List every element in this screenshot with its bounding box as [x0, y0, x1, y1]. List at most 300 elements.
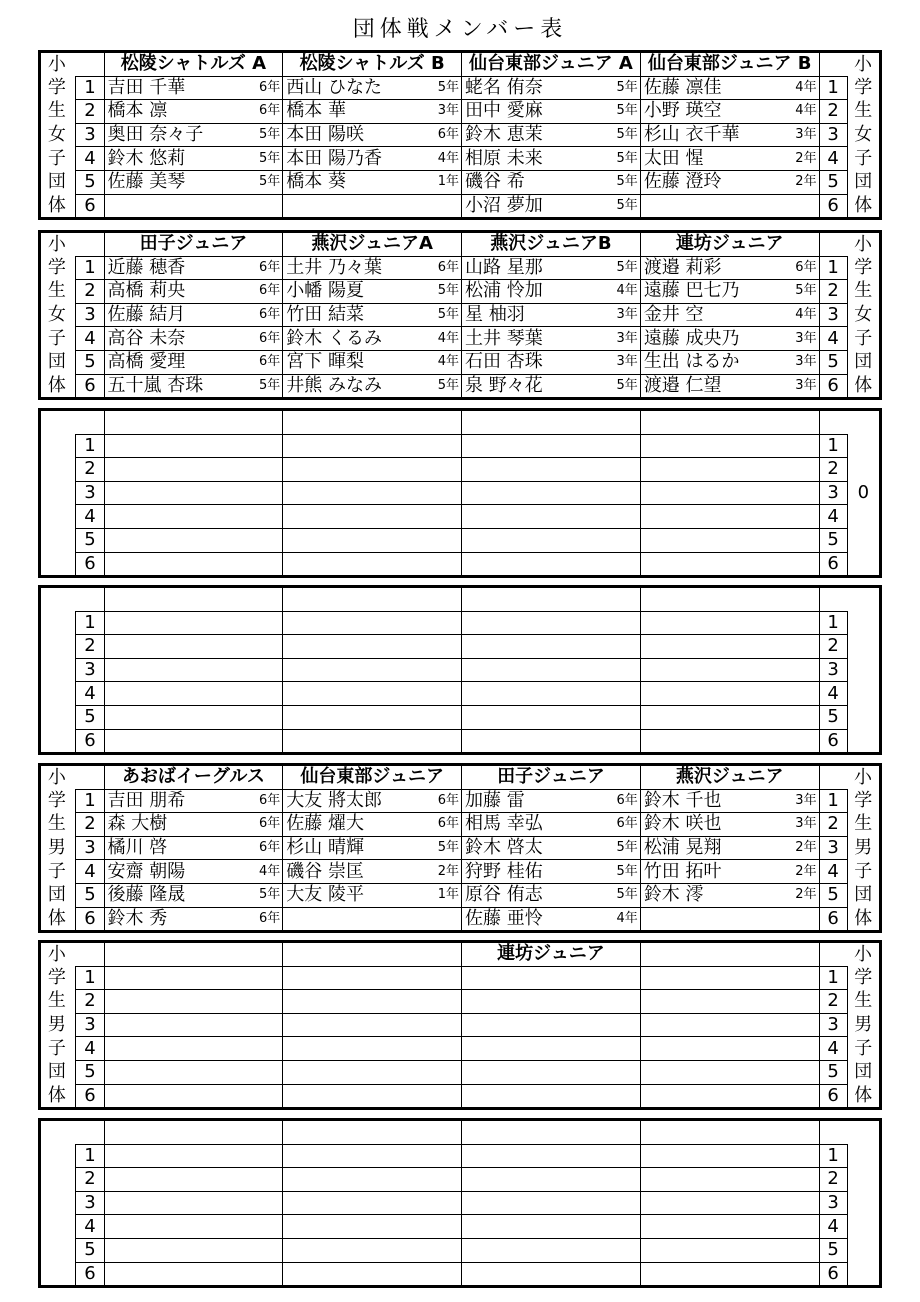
side-label-left [40, 434, 73, 458]
player-cell [462, 990, 641, 1014]
player-grade: 2年 [795, 863, 817, 879]
row-number: 3 [76, 303, 104, 327]
player-name: 高橋 愛理 [107, 351, 186, 373]
side-label-right: 体 [854, 194, 873, 216]
player-cell [283, 1084, 462, 1109]
side-label-right: 体 [854, 1084, 873, 1106]
player-cell [283, 611, 462, 635]
player-name: 佐藤 亜怜 [465, 907, 543, 929]
side-label-left: 学 [47, 966, 66, 988]
player-grade: 6年 [259, 840, 281, 856]
player-cell [283, 374, 462, 399]
player-grade: 3年 [437, 103, 460, 119]
row-number: 2 [76, 1168, 104, 1192]
roster-block [38, 50, 882, 220]
table-row [40, 705, 881, 729]
row-number: 4 [76, 505, 104, 529]
row-number: 5 [819, 1060, 847, 1084]
row-number: 1 [76, 789, 104, 813]
row-number: 6 [76, 729, 104, 754]
side-label-left [40, 528, 73, 552]
player-grade: 5年 [616, 887, 638, 903]
player-name: 山路 星那 [465, 256, 543, 278]
player-cell [462, 350, 641, 374]
row-number: 2 [76, 100, 104, 124]
team-name [104, 410, 283, 435]
player-name: 泉 野々花 [465, 374, 543, 396]
player-cell [283, 1215, 462, 1239]
row-number: 1 [819, 789, 847, 813]
player-entry [105, 861, 283, 883]
player-cell [104, 1168, 283, 1192]
player-cell [640, 635, 819, 659]
player-cell [640, 280, 819, 304]
player-cell [640, 1238, 819, 1262]
side-label-right: 学 [854, 966, 873, 988]
table-row [40, 860, 881, 884]
side-label-right: 女 [854, 124, 873, 146]
team-name [640, 587, 819, 612]
row-number: 3 [819, 1013, 847, 1037]
player-cell [283, 170, 462, 194]
player-name: 田中 愛麻 [465, 100, 543, 122]
player-entry [105, 100, 283, 122]
player-cell [640, 76, 819, 100]
player-grade: 5年 [616, 150, 638, 166]
player-grade: 5年 [616, 840, 638, 856]
player-name: 渡邉 仁望 [643, 374, 722, 396]
row-number: 1 [76, 611, 104, 635]
player-grade: 3年 [616, 354, 638, 370]
team-name: あおばイーグルス [104, 765, 283, 790]
player-cell [104, 1060, 283, 1084]
player-entry [105, 257, 283, 279]
side-label-right: 子 [854, 1037, 873, 1059]
row-number: 4 [76, 860, 104, 884]
player-cell [104, 1037, 283, 1061]
player-cell [640, 100, 819, 124]
row-number: 5 [819, 528, 847, 552]
player-name: 土井 琴葉 [465, 327, 543, 349]
side-label-right [847, 1215, 880, 1239]
player-entry [641, 77, 819, 99]
player-entry [641, 148, 819, 170]
player-grade: 6年 [259, 283, 281, 299]
side-label-right: 団 [854, 884, 873, 906]
player-cell [104, 966, 283, 990]
player-cell [104, 327, 283, 351]
player-cell [640, 1037, 819, 1061]
player-grade: 5年 [616, 103, 638, 119]
row-number: 5 [819, 883, 847, 907]
player-cell [283, 789, 462, 813]
row-number: 2 [76, 813, 104, 837]
player-cell [104, 682, 283, 706]
player-cell [640, 194, 819, 219]
table-row [40, 966, 881, 990]
player-name: 小幡 陽夏 [286, 280, 365, 302]
number-header [819, 232, 847, 257]
side-label-left [40, 1120, 73, 1145]
player-entry [641, 351, 819, 373]
player-cell [462, 860, 641, 884]
side-label-left [40, 505, 73, 529]
row-number: 4 [76, 147, 104, 171]
row-number: 3 [819, 123, 847, 147]
table-row [40, 789, 881, 813]
row-number: 4 [76, 1037, 104, 1061]
player-cell [104, 860, 283, 884]
team-name [104, 1120, 283, 1145]
player-cell [640, 481, 819, 505]
team-name [640, 1120, 819, 1145]
table-row [40, 635, 881, 659]
player-entry [105, 790, 283, 812]
player-cell [283, 528, 462, 552]
row-number: 2 [76, 458, 104, 482]
player-name: 生出 はるか [643, 351, 740, 373]
player-cell [283, 280, 462, 304]
team-name: 燕沢ジュニアB [462, 232, 641, 257]
side-label-right: 女 [854, 304, 873, 326]
player-grade: 4年 [616, 910, 638, 926]
player-cell [640, 658, 819, 682]
team-name [283, 587, 462, 612]
side-label-right: 0 [857, 482, 870, 504]
row-number: 4 [819, 682, 847, 706]
side-label-right: 学 [854, 256, 873, 278]
number-header [819, 587, 847, 612]
player-cell [104, 1191, 283, 1215]
player-name: 原谷 侑志 [465, 884, 543, 906]
table-row [40, 813, 881, 837]
row-number: 6 [76, 1084, 104, 1109]
player-entry [462, 790, 640, 812]
player-name: 鈴木 悠莉 [107, 147, 186, 169]
side-label-left: 女 [47, 304, 66, 326]
player-name: 佐藤 結月 [107, 304, 186, 326]
player-grade: 3年 [795, 330, 817, 346]
player-entry [462, 861, 640, 883]
side-label-left: 子 [47, 327, 66, 349]
player-cell [104, 170, 283, 194]
player-cell [283, 635, 462, 659]
player-name: 鈴木 恵茉 [465, 124, 543, 146]
team-name: 連坊ジュニア [462, 942, 641, 967]
player-entry [105, 837, 283, 859]
player-grade: 1年 [437, 887, 460, 903]
player-cell [104, 194, 283, 219]
player-cell [640, 256, 819, 280]
player-cell [104, 1262, 283, 1287]
player-entry [462, 195, 640, 217]
player-grade: 5年 [616, 377, 638, 393]
row-number: 4 [76, 1215, 104, 1239]
player-name: 佐藤 澄玲 [643, 171, 722, 193]
player-entry [283, 257, 461, 279]
player-entry [283, 124, 461, 146]
player-cell [640, 374, 819, 399]
player-entry [105, 171, 283, 193]
player-cell [104, 1238, 283, 1262]
player-cell [462, 611, 641, 635]
player-grade: 5年 [437, 377, 460, 393]
player-grade: 5年 [259, 174, 281, 190]
side-label-left [40, 481, 73, 505]
side-label-left: 団 [47, 171, 66, 193]
player-grade: 6年 [795, 259, 817, 275]
side-label-right [847, 1262, 880, 1287]
player-entry [641, 884, 819, 906]
player-cell [462, 505, 641, 529]
player-cell [104, 813, 283, 837]
side-label-left: 男 [47, 837, 66, 859]
table-row [40, 1144, 881, 1168]
player-name: 森 大樹 [107, 813, 168, 835]
player-name: 五十嵐 杏珠 [107, 374, 204, 396]
team-name: 田子ジュニア [104, 232, 283, 257]
player-grade: 3年 [795, 127, 817, 143]
player-cell [462, 170, 641, 194]
number-header [76, 52, 104, 77]
player-grade: 6年 [616, 792, 638, 808]
player-cell [283, 458, 462, 482]
player-name: 大友 將太郎 [286, 789, 383, 811]
player-name: 鈴木 くるみ [286, 327, 383, 349]
row-number: 1 [819, 966, 847, 990]
row-number: 6 [819, 729, 847, 754]
row-number: 5 [76, 170, 104, 194]
row-number: 3 [76, 1191, 104, 1215]
side-label-left [40, 458, 73, 482]
player-entry [641, 328, 819, 350]
player-entry [283, 884, 461, 906]
player-cell [462, 303, 641, 327]
player-cell [462, 147, 641, 171]
side-label-right: 体 [854, 374, 873, 396]
number-header [76, 410, 104, 435]
table-row [40, 1013, 881, 1037]
player-cell [640, 729, 819, 754]
player-cell [640, 458, 819, 482]
side-label-left: 団 [47, 351, 66, 373]
row-number: 4 [819, 147, 847, 171]
player-name: 大友 陵平 [286, 884, 365, 906]
player-name: 石田 杏珠 [465, 351, 543, 373]
player-entry [641, 124, 819, 146]
player-cell [640, 813, 819, 837]
row-number: 6 [819, 907, 847, 932]
player-cell [462, 552, 641, 577]
team-name: 松陵シャトルズ A [104, 52, 283, 77]
player-name: 吉田 千華 [107, 76, 186, 98]
row-number: 2 [76, 635, 104, 659]
row-number: 5 [76, 883, 104, 907]
table-row [40, 1215, 881, 1239]
table-row [40, 836, 881, 860]
player-name: 佐藤 美琴 [107, 171, 186, 193]
player-grade: 3年 [616, 330, 638, 346]
side-label-left [40, 587, 73, 612]
row-number: 6 [76, 552, 104, 577]
player-cell [462, 528, 641, 552]
player-cell [104, 434, 283, 458]
player-name: 金井 空 [643, 304, 704, 326]
player-grade: 4年 [795, 103, 817, 119]
player-cell [283, 966, 462, 990]
player-entry [462, 77, 640, 99]
row-number: 4 [76, 682, 104, 706]
player-entry [462, 171, 640, 193]
table-row [40, 434, 881, 458]
side-label-left: 子 [47, 147, 66, 169]
player-cell [462, 76, 641, 100]
row-number: 6 [76, 907, 104, 932]
player-name: 後藤 隆晟 [107, 884, 186, 906]
player-name: 本田 陽咲 [286, 124, 365, 146]
row-number: 4 [819, 1215, 847, 1239]
player-name: 鈴木 秀 [107, 907, 168, 929]
player-cell [640, 1144, 819, 1168]
page-title: 団体戦メンバー表 [352, 17, 568, 42]
player-cell [462, 813, 641, 837]
table-row [40, 528, 881, 552]
player-cell [283, 350, 462, 374]
player-cell [283, 1168, 462, 1192]
table-row [40, 100, 881, 124]
player-name: 遠藤 巴七乃 [643, 280, 740, 302]
player-grade: 6年 [259, 307, 281, 323]
row-number: 1 [819, 76, 847, 100]
row-number: 2 [819, 458, 847, 482]
player-cell [640, 170, 819, 194]
player-cell [640, 303, 819, 327]
player-entry [105, 280, 283, 302]
side-label-right: 小 [854, 53, 873, 75]
player-grade: 4年 [795, 307, 817, 323]
side-label-left: 学 [47, 76, 66, 98]
player-grade: 5年 [795, 283, 817, 299]
side-label-left: 子 [47, 1037, 66, 1059]
team-name: 田子ジュニア [462, 765, 641, 790]
player-grade: 3年 [795, 792, 817, 808]
row-number: 5 [76, 705, 104, 729]
player-grade: 5年 [259, 150, 281, 166]
player-grade: 4年 [437, 330, 460, 346]
player-entry [283, 171, 461, 193]
player-cell [462, 1084, 641, 1109]
table-row [40, 505, 881, 529]
side-label-left: 女 [47, 124, 66, 146]
player-cell [283, 658, 462, 682]
side-label-right: 子 [854, 327, 873, 349]
player-cell [283, 836, 462, 860]
player-name: 小野 瑛空 [643, 100, 722, 122]
row-number: 3 [76, 481, 104, 505]
roster-block [38, 585, 882, 755]
player-entry [283, 861, 461, 883]
row-number: 1 [76, 434, 104, 458]
player-name: 相原 未来 [465, 147, 543, 169]
table-row [40, 170, 881, 194]
player-grade: 4年 [795, 79, 817, 95]
player-entry [283, 77, 461, 99]
table-row [40, 458, 881, 482]
player-name: 松浦 晃翔 [643, 837, 722, 859]
table-row [40, 658, 881, 682]
player-cell [462, 836, 641, 860]
player-cell [640, 1262, 819, 1287]
player-grade: 4年 [259, 863, 281, 879]
player-entry [462, 280, 640, 302]
player-cell [104, 481, 283, 505]
player-grade: 6年 [437, 127, 460, 143]
player-cell [104, 505, 283, 529]
player-grade: 6年 [259, 79, 281, 95]
side-label-right: 団 [854, 351, 873, 373]
row-number: 6 [819, 552, 847, 577]
player-cell [104, 1144, 283, 1168]
player-cell [640, 836, 819, 860]
player-cell [640, 789, 819, 813]
side-label-right: 生 [854, 280, 873, 302]
player-entry [283, 375, 461, 397]
row-number: 2 [76, 280, 104, 304]
player-name: 星 柚羽 [465, 304, 525, 326]
player-cell [462, 123, 641, 147]
row-number: 3 [76, 658, 104, 682]
team-name: 燕沢ジュニア [640, 765, 819, 790]
player-entry [641, 375, 819, 397]
player-name: 吉田 朋希 [107, 789, 186, 811]
player-grade: 6年 [437, 259, 460, 275]
side-label-right: 男 [854, 837, 873, 859]
side-label-left [40, 729, 73, 754]
player-cell [104, 705, 283, 729]
table-row [40, 1060, 881, 1084]
table-row [40, 256, 881, 280]
row-number: 1 [76, 966, 104, 990]
table-row [40, 1168, 881, 1192]
player-name: 鈴木 啓太 [465, 837, 543, 859]
player-grade: 6年 [259, 354, 281, 370]
side-label-right [847, 1168, 880, 1192]
player-cell [462, 327, 641, 351]
team-name [462, 1120, 641, 1145]
player-cell [283, 147, 462, 171]
player-entry [105, 148, 283, 170]
player-cell [104, 658, 283, 682]
row-number: 2 [76, 990, 104, 1014]
player-cell [640, 611, 819, 635]
row-number: 3 [819, 1191, 847, 1215]
side-label-right [847, 611, 880, 635]
player-cell [283, 552, 462, 577]
player-cell [640, 1084, 819, 1109]
player-cell [283, 481, 462, 505]
player-name: 磯谷 崇匡 [286, 860, 365, 882]
player-cell [104, 458, 283, 482]
player-name: 松浦 怜加 [465, 280, 543, 302]
player-entry [641, 280, 819, 302]
side-label-right: 生 [854, 990, 873, 1012]
roster-block [38, 230, 882, 400]
side-label-left: 生 [47, 100, 66, 122]
table-row [40, 729, 881, 754]
player-cell [104, 123, 283, 147]
player-entry [641, 100, 819, 122]
row-number: 3 [819, 836, 847, 860]
